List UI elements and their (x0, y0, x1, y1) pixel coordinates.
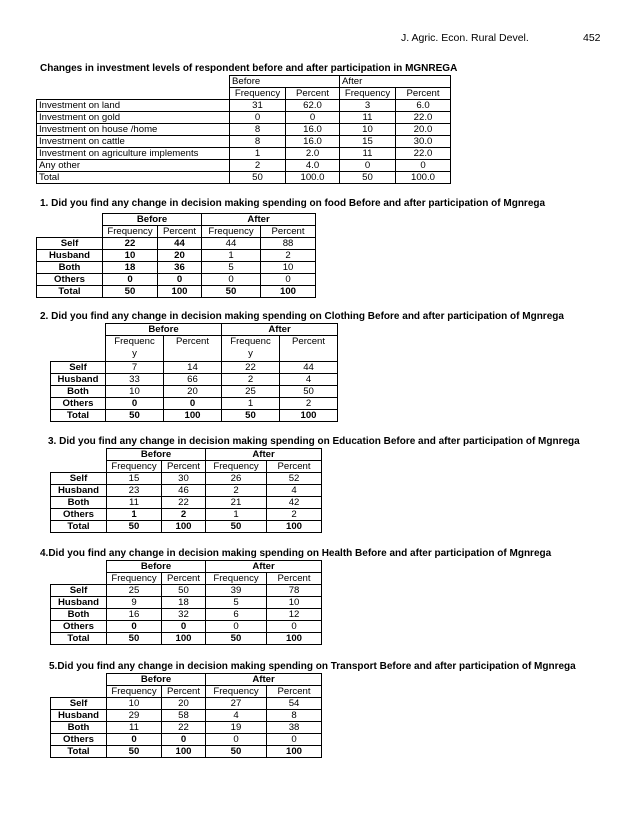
cell: 66 (164, 374, 222, 386)
row-label: Investment on cattle (37, 136, 230, 148)
cell: 5 (202, 262, 261, 274)
table-row (51, 497, 322, 509)
cell: 8 (230, 124, 286, 136)
cell: 6 (206, 609, 267, 621)
row-label: Husband (51, 374, 106, 386)
cell: 0 (162, 621, 206, 633)
row-label: Total (37, 286, 103, 298)
cell: 36 (158, 262, 202, 274)
table-row (51, 597, 322, 609)
cell: 0 (230, 112, 286, 124)
row-label: Investment on gold (37, 112, 230, 124)
table-row (51, 561, 322, 573)
col-header-line: Frequenc (114, 336, 155, 347)
cell: 100 (158, 286, 202, 298)
health-table (50, 560, 322, 645)
cell: 44 (280, 362, 338, 374)
col-header: Frequency (206, 686, 267, 698)
col-header: Percent (267, 686, 322, 698)
cell: 52 (267, 473, 322, 485)
cell: 18 (162, 597, 206, 609)
row-label: Total (51, 746, 107, 758)
col-header: Percent (162, 461, 206, 473)
before-header: Before (103, 214, 202, 226)
row-label: Both (51, 497, 107, 509)
col-header: Percent (164, 336, 222, 362)
cell: 100 (162, 521, 206, 533)
page-number: 452 (583, 32, 601, 44)
col-header: Percent (261, 226, 316, 238)
cell: 0 (103, 274, 158, 286)
table-row (37, 124, 451, 136)
table-row (37, 286, 316, 298)
cell: 0 (158, 274, 202, 286)
table-row (51, 573, 322, 585)
food-table (36, 213, 316, 298)
row-label: Husband (51, 597, 107, 609)
col-header: Frequency (340, 88, 396, 100)
cell: 20 (158, 250, 202, 262)
col-header: Frequency (107, 686, 162, 698)
row-label: Total (51, 521, 107, 533)
col-header: Percent (280, 336, 338, 362)
table-row (37, 262, 316, 274)
cell: 0 (106, 398, 164, 410)
cell: 22 (162, 497, 206, 509)
col-header: Percent (267, 573, 322, 585)
table-row (51, 336, 338, 362)
cell: 50 (103, 286, 158, 298)
col-header-line: y (132, 348, 137, 359)
table-row (51, 674, 322, 686)
cell: 10 (261, 262, 316, 274)
table-row (37, 136, 451, 148)
cell: 4.0 (286, 160, 340, 172)
table-row (51, 734, 322, 746)
cell: 2 (222, 374, 280, 386)
cell: 20 (162, 698, 206, 710)
cell: 11 (340, 112, 396, 124)
cell: 0 (107, 734, 162, 746)
cell: 1 (202, 250, 261, 262)
cell: 0 (107, 621, 162, 633)
row-label: Husband (51, 485, 107, 497)
cell: 19 (206, 722, 267, 734)
table-row (51, 485, 322, 497)
cell: 58 (162, 710, 206, 722)
table-row (37, 148, 451, 160)
table-row (51, 362, 338, 374)
row-label: Total (37, 172, 230, 184)
cell: 25 (222, 386, 280, 398)
table-row (51, 473, 322, 485)
table-row (51, 410, 338, 422)
cell: 100.0 (286, 172, 340, 184)
table-row (51, 746, 322, 758)
page-header (0, 32, 638, 46)
cell: 10 (340, 124, 396, 136)
clothing-table (50, 323, 338, 422)
before-header: Before (107, 449, 206, 461)
cell: 29 (107, 710, 162, 722)
cell: 11 (107, 722, 162, 734)
table-row (37, 238, 316, 250)
row-label: Others (51, 734, 107, 746)
investment-table (36, 75, 451, 184)
cell: 30.0 (396, 136, 451, 148)
cell: 4 (206, 710, 267, 722)
cell: 10 (267, 597, 322, 609)
cell: 1 (230, 148, 286, 160)
table-row (51, 585, 322, 597)
table-row (51, 386, 338, 398)
cell: 26 (206, 473, 267, 485)
cell: 50 (107, 746, 162, 758)
table-row (37, 100, 451, 112)
row-label: Both (51, 722, 107, 734)
row-label: Others (51, 509, 107, 521)
cell: 25 (107, 585, 162, 597)
cell: 0 (261, 274, 316, 286)
cell: 0 (340, 160, 396, 172)
col-header: Percent (158, 226, 202, 238)
cell: 16.0 (286, 136, 340, 148)
education-table-title: 3. Did you find any change in decision making spending on Education Before and after participation of Mgnrega (48, 436, 580, 447)
row-label: Self (37, 238, 103, 250)
table-row (37, 274, 316, 286)
after-header: After (206, 449, 322, 461)
cell: 50 (107, 633, 162, 645)
row-label: Both (51, 609, 107, 621)
table-row (51, 521, 322, 533)
cell: 50 (107, 521, 162, 533)
col-header-line: y (248, 348, 253, 359)
cell: 100 (280, 410, 338, 422)
row-label: Both (51, 386, 106, 398)
investment-table-title: Changes in investment levels of respondent before and after participation in MGNREGA (40, 63, 458, 74)
cell: 8 (230, 136, 286, 148)
cell: 22 (162, 722, 206, 734)
before-header: Before (107, 561, 206, 573)
cell: 7 (106, 362, 164, 374)
row-label: Investment on house /home (37, 124, 230, 136)
after-header: After (206, 674, 322, 686)
table-row (51, 698, 322, 710)
cell: 2 (162, 509, 206, 521)
before-header: Before (107, 674, 206, 686)
cell: 23 (107, 485, 162, 497)
cell: 2 (280, 398, 338, 410)
table-row (37, 76, 451, 88)
cell: 11 (107, 497, 162, 509)
table-row (51, 398, 338, 410)
cell: 0 (206, 734, 267, 746)
cell: 0 (396, 160, 451, 172)
cell: 15 (107, 473, 162, 485)
table-row (51, 686, 322, 698)
row-label: Others (51, 398, 106, 410)
after-header: After (340, 76, 451, 88)
col-header: Frequency (230, 88, 286, 100)
col-header: Percent (267, 461, 322, 473)
cell: 32 (162, 609, 206, 621)
cell: 4 (280, 374, 338, 386)
cell: 5 (206, 597, 267, 609)
row-label: Husband (51, 710, 107, 722)
cell: 1 (222, 398, 280, 410)
cell: 20 (164, 386, 222, 398)
cell: 0 (164, 398, 222, 410)
table-row (51, 374, 338, 386)
table-row (51, 722, 322, 734)
cell: 44 (158, 238, 202, 250)
cell: 0 (202, 274, 261, 286)
row-label: Total (51, 410, 106, 422)
cell: 14 (164, 362, 222, 374)
row-label: Any other (37, 160, 230, 172)
cell: 50 (106, 410, 164, 422)
transport-table-title: 5.Did you find any change in decision making spending on Transport Before and after participation of Mgnrega (49, 661, 576, 672)
cell: 10 (106, 386, 164, 398)
cell: 10 (107, 698, 162, 710)
cell: 8 (267, 710, 322, 722)
cell: 22 (222, 362, 280, 374)
cell: 100.0 (396, 172, 451, 184)
cell: 16.0 (286, 124, 340, 136)
table-row (37, 172, 451, 184)
row-label: Both (37, 262, 103, 274)
cell: 50 (206, 521, 267, 533)
cell: 18 (103, 262, 158, 274)
cell: 2 (206, 485, 267, 497)
table-row (51, 449, 322, 461)
cell: 44 (202, 238, 261, 250)
table-row (37, 160, 451, 172)
table-row (37, 226, 316, 238)
row-label: Others (51, 621, 107, 633)
cell: 27 (206, 698, 267, 710)
cell: 2 (261, 250, 316, 262)
cell: 50 (206, 746, 267, 758)
cell: 15 (340, 136, 396, 148)
col-header: Frequency (206, 461, 267, 473)
table-row (37, 214, 316, 226)
cell: 54 (267, 698, 322, 710)
table-row (51, 609, 322, 621)
cell: 11 (340, 148, 396, 160)
cell: 1 (206, 509, 267, 521)
cell: 31 (230, 100, 286, 112)
after-header: After (222, 324, 338, 336)
after-header: After (202, 214, 316, 226)
row-label: Investment on agriculture implements (37, 148, 230, 160)
cell: 50 (222, 410, 280, 422)
col-header: Frequency (107, 461, 162, 473)
cell: 88 (261, 238, 316, 250)
after-header: After (206, 561, 322, 573)
col-header (106, 336, 164, 362)
cell: 1 (107, 509, 162, 521)
col-header: Percent (286, 88, 340, 100)
table-row (37, 250, 316, 262)
cell: 0 (286, 112, 340, 124)
cell: 100 (162, 746, 206, 758)
table-row (51, 324, 338, 336)
journal-name: J. Agric. Econ. Rural Devel. (401, 32, 529, 44)
cell: 30 (162, 473, 206, 485)
table-row (37, 88, 451, 100)
food-table-title: 1. Did you find any change in decision making spending on food Before and after participation of Mgnrega (40, 198, 546, 209)
cell: 50 (162, 585, 206, 597)
row-label: Husband (37, 250, 103, 262)
cell: 50 (280, 386, 338, 398)
row-label: Self (51, 362, 106, 374)
cell: 46 (162, 485, 206, 497)
table-row (51, 509, 322, 521)
cell: 0 (162, 734, 206, 746)
cell: 2 (267, 509, 322, 521)
cell: 0 (267, 621, 322, 633)
col-header: Frequency (103, 226, 158, 238)
cell: 39 (206, 585, 267, 597)
table-row (51, 710, 322, 722)
cell: 22.0 (396, 148, 451, 160)
table-row (51, 633, 322, 645)
cell: 50 (230, 172, 286, 184)
cell: 16 (107, 609, 162, 621)
cell: 38 (267, 722, 322, 734)
cell: 2 (230, 160, 286, 172)
cell: 50 (206, 633, 267, 645)
col-header: Percent (162, 686, 206, 698)
transport-table (50, 673, 322, 758)
row-label: Others (37, 274, 103, 286)
health-table-title: 4.Did you find any change in decision making spending on Health Before and after participation of Mgnrega (40, 548, 552, 559)
education-table (50, 448, 322, 533)
cell: 10 (103, 250, 158, 262)
before-header: Before (230, 76, 340, 88)
table-row (37, 112, 451, 124)
col-header: Percent (396, 88, 451, 100)
cell: 4 (267, 485, 322, 497)
cell: 100 (267, 633, 322, 645)
cell: 50 (340, 172, 396, 184)
cell: 0 (206, 621, 267, 633)
cell: 20.0 (396, 124, 451, 136)
row-label: Self (51, 585, 107, 597)
cell: 22 (103, 238, 158, 250)
cell: 42 (267, 497, 322, 509)
row-label: Self (51, 473, 107, 485)
before-header: Before (106, 324, 222, 336)
row-label: Self (51, 698, 107, 710)
col-header (222, 336, 280, 362)
cell: 50 (202, 286, 261, 298)
cell: 78 (267, 585, 322, 597)
cell: 21 (206, 497, 267, 509)
row-label: Investment on land (37, 100, 230, 112)
col-header: Percent (162, 573, 206, 585)
cell: 100 (267, 521, 322, 533)
clothing-table-title: 2. Did you find any change in decision making spending on Clothing Before and after participation of Mgnrega (40, 311, 564, 322)
col-header: Frequency (202, 226, 261, 238)
cell: 2.0 (286, 148, 340, 160)
cell: 6.0 (396, 100, 451, 112)
row-label: Total (51, 633, 107, 645)
col-header-line: Frequenc (230, 336, 271, 347)
cell: 100 (267, 746, 322, 758)
cell: 12 (267, 609, 322, 621)
cell: 62.0 (286, 100, 340, 112)
table-row (51, 461, 322, 473)
cell: 100 (164, 410, 222, 422)
cell: 100 (162, 633, 206, 645)
cell: 3 (340, 100, 396, 112)
cell: 33 (106, 374, 164, 386)
col-header: Frequency (107, 573, 162, 585)
cell: 100 (261, 286, 316, 298)
table-row (51, 621, 322, 633)
cell: 0 (267, 734, 322, 746)
cell: 22.0 (396, 112, 451, 124)
col-header: Frequency (206, 573, 267, 585)
cell: 9 (107, 597, 162, 609)
